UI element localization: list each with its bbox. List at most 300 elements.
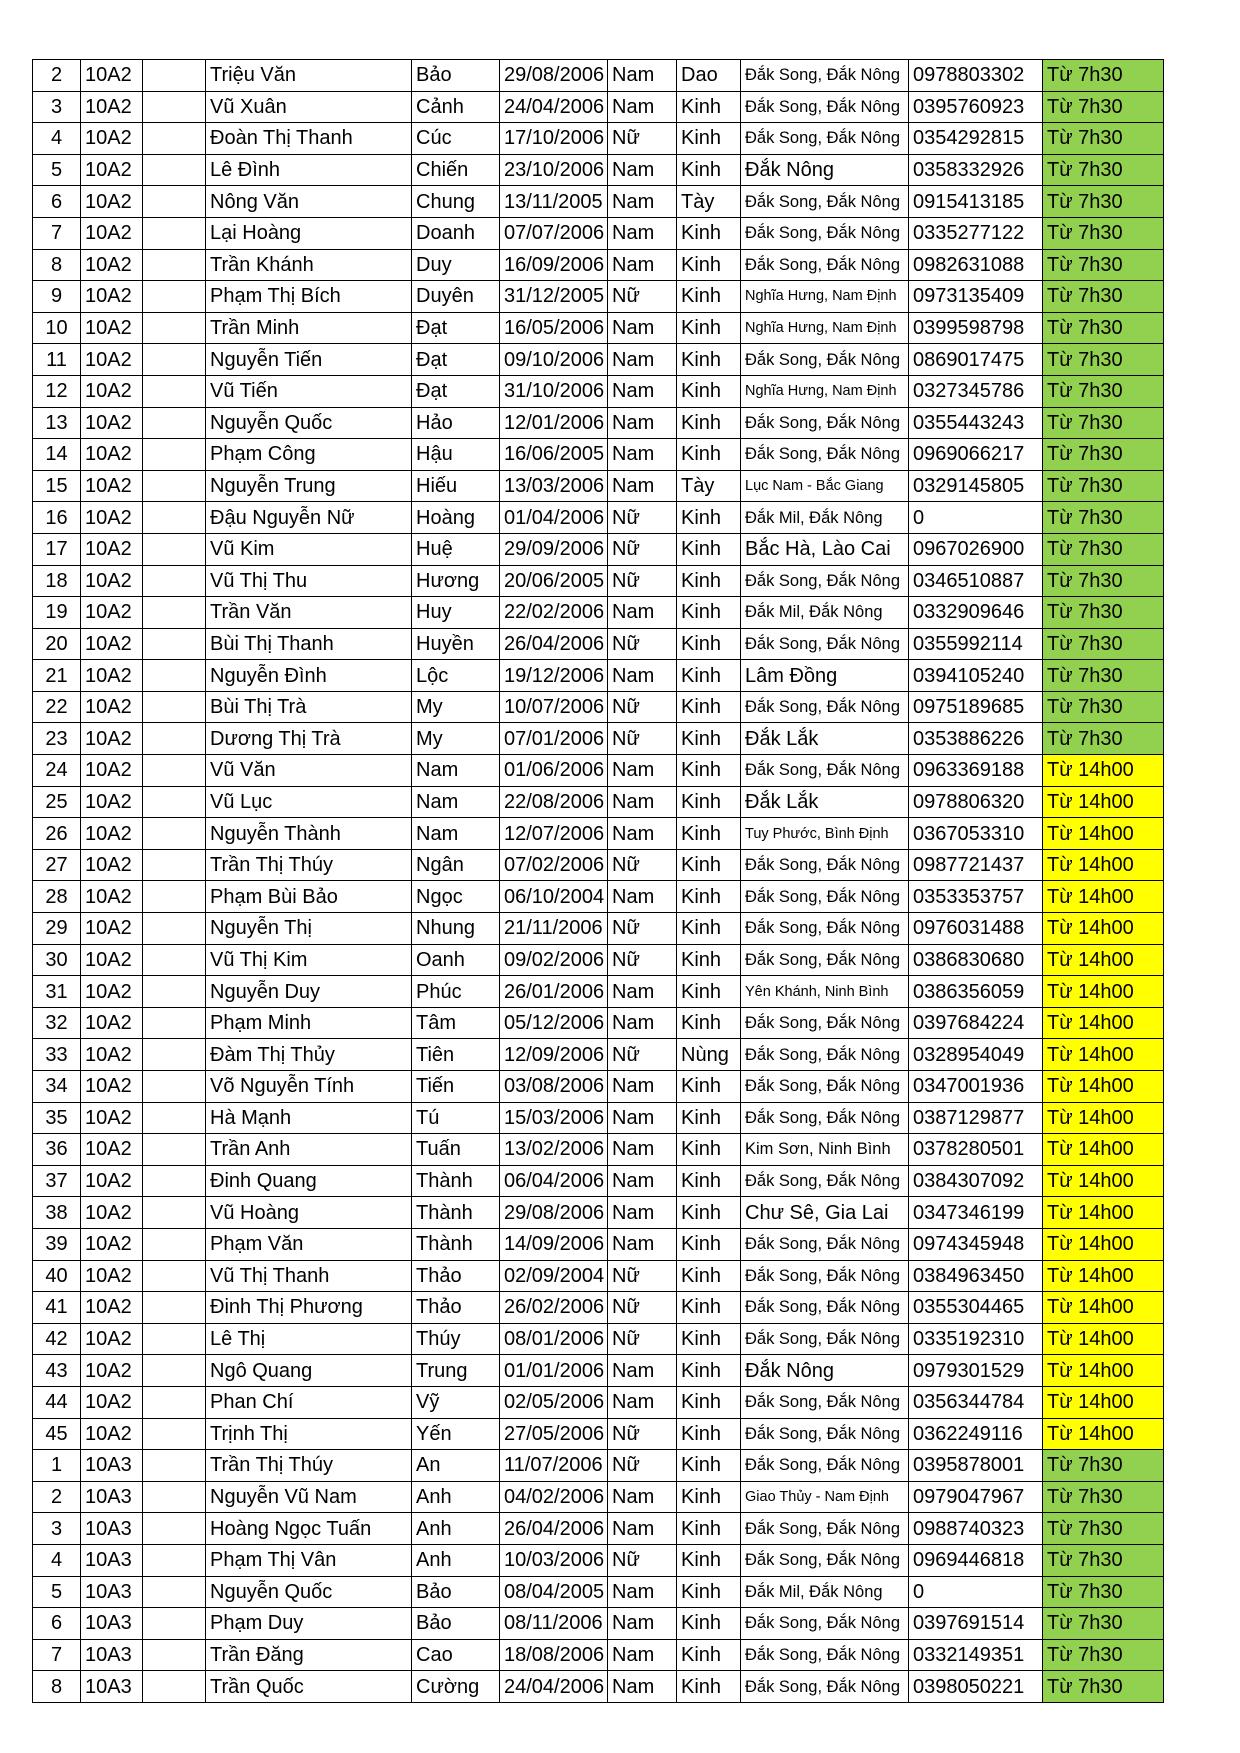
row-number: 45 xyxy=(33,1418,81,1450)
given-name-cell: Ngọc xyxy=(412,881,500,913)
empty-cell xyxy=(143,217,206,249)
row-number: 8 xyxy=(33,249,81,281)
empty-cell xyxy=(143,1007,206,1039)
table-row xyxy=(33,1071,1164,1103)
table-row xyxy=(33,91,1164,123)
hometown-cell: Đắk Song, Đắk Nông xyxy=(741,1260,909,1292)
family-name-cell: Nguyễn Đình xyxy=(206,660,412,692)
class-cell: 10A2 xyxy=(81,1134,143,1166)
table-row xyxy=(33,1418,1164,1450)
row-number: 23 xyxy=(33,723,81,755)
family-name-cell: Nguyễn Duy xyxy=(206,976,412,1008)
birth-date-cell: 21/11/2006 xyxy=(500,913,608,945)
time-slot-cell: Từ 7h30 xyxy=(1043,186,1164,218)
hometown-cell: Đắk Lắk xyxy=(741,723,909,755)
phone-cell: 0978803302 xyxy=(909,60,1043,92)
table-row xyxy=(33,1544,1164,1576)
phone-cell: 0335277122 xyxy=(909,217,1043,249)
family-name-cell: Lê Thị xyxy=(206,1323,412,1355)
empty-cell xyxy=(143,628,206,660)
table-row xyxy=(33,660,1164,692)
class-cell: 10A2 xyxy=(81,565,143,597)
empty-cell xyxy=(143,1608,206,1640)
class-cell: 10A2 xyxy=(81,375,143,407)
gender-cell: Nữ xyxy=(608,1450,677,1482)
class-cell: 10A2 xyxy=(81,1355,143,1387)
family-name-cell: Nguyễn Thị xyxy=(206,913,412,945)
hometown-cell: Đắk Mil, Đắk Nông xyxy=(741,597,909,629)
family-name-cell: Trần Thị Thúy xyxy=(206,1450,412,1482)
time-slot-cell: Từ 14h00 xyxy=(1043,849,1164,881)
birth-date-cell: 05/12/2006 xyxy=(500,1007,608,1039)
ethnicity-cell: Kinh xyxy=(677,1386,741,1418)
hometown-cell: Đắk Song, Đắk Nông xyxy=(741,123,909,155)
phone-cell: 0386356059 xyxy=(909,976,1043,1008)
given-name-cell: Trung xyxy=(412,1355,500,1387)
time-slot-cell: Từ 14h00 xyxy=(1043,1355,1164,1387)
birth-date-cell: 07/01/2006 xyxy=(500,723,608,755)
phone-cell: 0394105240 xyxy=(909,660,1043,692)
gender-cell: Nam xyxy=(608,1071,677,1103)
gender-cell: Nam xyxy=(608,881,677,913)
row-number: 24 xyxy=(33,755,81,787)
family-name-cell: Võ Nguyễn Tính xyxy=(206,1071,412,1103)
hometown-cell: Đắk Song, Đắk Nông xyxy=(741,217,909,249)
family-name-cell: Nguyễn Vũ Nam xyxy=(206,1481,412,1513)
hometown-cell: Đắk Song, Đắk Nông xyxy=(741,881,909,913)
given-name-cell: Oanh xyxy=(412,944,500,976)
hometown-cell: Đắk Song, Đắk Nông xyxy=(741,1544,909,1576)
hometown-cell: Đắk Song, Đắk Nông xyxy=(741,1386,909,1418)
row-number: 37 xyxy=(33,1165,81,1197)
hometown-cell: Yên Khánh, Ninh Bình xyxy=(741,976,909,1008)
class-cell: 10A2 xyxy=(81,1260,143,1292)
row-number: 14 xyxy=(33,439,81,471)
ethnicity-cell: Kinh xyxy=(677,1355,741,1387)
birth-date-cell: 08/04/2005 xyxy=(500,1576,608,1608)
given-name-cell: Anh xyxy=(412,1481,500,1513)
table-row xyxy=(33,1513,1164,1545)
empty-cell xyxy=(143,1323,206,1355)
birth-date-cell: 13/03/2006 xyxy=(500,470,608,502)
row-number: 31 xyxy=(33,976,81,1008)
class-cell: 10A2 xyxy=(81,691,143,723)
hometown-cell: Đắk Song, Đắk Nông xyxy=(741,1418,909,1450)
table-row xyxy=(33,1134,1164,1166)
phone-cell: 0353886226 xyxy=(909,723,1043,755)
hometown-cell: Đắk Song, Đắk Nông xyxy=(741,1007,909,1039)
gender-cell: Nữ xyxy=(608,1260,677,1292)
gender-cell: Nam xyxy=(608,1671,677,1703)
table-row xyxy=(33,470,1164,502)
table-row xyxy=(33,565,1164,597)
empty-cell xyxy=(143,976,206,1008)
time-slot-cell: Từ 14h00 xyxy=(1043,1323,1164,1355)
empty-cell xyxy=(143,1102,206,1134)
family-name-cell: Vũ Thị Kim xyxy=(206,944,412,976)
birth-date-cell: 09/02/2006 xyxy=(500,944,608,976)
gender-cell: Nữ xyxy=(608,1292,677,1324)
empty-cell xyxy=(143,1134,206,1166)
family-name-cell: Dương Thị Trà xyxy=(206,723,412,755)
hometown-cell: Đắk Song, Đắk Nông xyxy=(741,565,909,597)
phone-cell: 0979047967 xyxy=(909,1481,1043,1513)
gender-cell: Nam xyxy=(608,1228,677,1260)
given-name-cell: Nam xyxy=(412,786,500,818)
birth-date-cell: 03/08/2006 xyxy=(500,1071,608,1103)
table-row xyxy=(33,1228,1164,1260)
ethnicity-cell: Tày xyxy=(677,186,741,218)
given-name-cell: Bảo xyxy=(412,1608,500,1640)
hometown-cell: Đắk Song, Đắk Nông xyxy=(741,1165,909,1197)
ethnicity-cell: Kinh xyxy=(677,1418,741,1450)
row-number: 7 xyxy=(33,217,81,249)
class-cell: 10A2 xyxy=(81,660,143,692)
time-slot-cell: Từ 14h00 xyxy=(1043,1134,1164,1166)
phone-cell: 0 xyxy=(909,1576,1043,1608)
class-cell: 10A2 xyxy=(81,881,143,913)
ethnicity-cell: Nùng xyxy=(677,1039,741,1071)
ethnicity-cell: Kinh xyxy=(677,439,741,471)
table-row xyxy=(33,533,1164,565)
table-row xyxy=(33,944,1164,976)
row-number: 43 xyxy=(33,1355,81,1387)
row-number: 20 xyxy=(33,628,81,660)
birth-date-cell: 26/04/2006 xyxy=(500,1513,608,1545)
ethnicity-cell: Kinh xyxy=(677,818,741,850)
empty-cell xyxy=(143,91,206,123)
birth-date-cell: 06/04/2006 xyxy=(500,1165,608,1197)
birth-date-cell: 17/10/2006 xyxy=(500,123,608,155)
ethnicity-cell: Kinh xyxy=(677,1007,741,1039)
ethnicity-cell: Dao xyxy=(677,60,741,92)
empty-cell xyxy=(143,1481,206,1513)
time-slot-cell: Từ 14h00 xyxy=(1043,1102,1164,1134)
time-slot-cell: Từ 14h00 xyxy=(1043,1071,1164,1103)
phone-cell: 0975189685 xyxy=(909,691,1043,723)
phone-cell: 0978806320 xyxy=(909,786,1043,818)
empty-cell xyxy=(143,1260,206,1292)
hometown-cell: Đắk Song, Đắk Nông xyxy=(741,1071,909,1103)
time-slot-cell: Từ 7h30 xyxy=(1043,502,1164,534)
class-cell: 10A3 xyxy=(81,1481,143,1513)
phone-cell: 0982631088 xyxy=(909,249,1043,281)
given-name-cell: Vỹ xyxy=(412,1386,500,1418)
birth-date-cell: 09/10/2006 xyxy=(500,344,608,376)
birth-date-cell: 11/07/2006 xyxy=(500,1450,608,1482)
time-slot-cell: Từ 7h30 xyxy=(1043,1544,1164,1576)
table-row xyxy=(33,1323,1164,1355)
row-number: 6 xyxy=(33,1608,81,1640)
time-slot-cell: Từ 7h30 xyxy=(1043,723,1164,755)
ethnicity-cell: Kinh xyxy=(677,755,741,787)
time-slot-cell: Từ 7h30 xyxy=(1043,439,1164,471)
hometown-cell: Lâm Đồng xyxy=(741,660,909,692)
given-name-cell: Huệ xyxy=(412,533,500,565)
gender-cell: Nam xyxy=(608,660,677,692)
empty-cell xyxy=(143,312,206,344)
birth-date-cell: 24/04/2006 xyxy=(500,91,608,123)
hometown-cell: Đắk Song, Đắk Nông xyxy=(741,913,909,945)
ethnicity-cell: Kinh xyxy=(677,1323,741,1355)
ethnicity-cell: Kinh xyxy=(677,1608,741,1640)
class-cell: 10A2 xyxy=(81,249,143,281)
row-number: 26 xyxy=(33,818,81,850)
ethnicity-cell: Kinh xyxy=(677,976,741,1008)
hometown-cell: Đắk Nông xyxy=(741,154,909,186)
row-number: 29 xyxy=(33,913,81,945)
gender-cell: Nam xyxy=(608,154,677,186)
phone-cell: 0969446818 xyxy=(909,1544,1043,1576)
birth-date-cell: 07/07/2006 xyxy=(500,217,608,249)
class-cell: 10A2 xyxy=(81,849,143,881)
gender-cell: Nam xyxy=(608,1481,677,1513)
phone-cell: 0387129877 xyxy=(909,1102,1043,1134)
family-name-cell: Triệu Văn xyxy=(206,60,412,92)
birth-date-cell: 02/09/2004 xyxy=(500,1260,608,1292)
hometown-cell: Kim Sơn, Ninh Bình xyxy=(741,1134,909,1166)
class-cell: 10A2 xyxy=(81,1165,143,1197)
birth-date-cell: 01/01/2006 xyxy=(500,1355,608,1387)
given-name-cell: Hiếu xyxy=(412,470,500,502)
time-slot-cell: Từ 7h30 xyxy=(1043,628,1164,660)
time-slot-cell: Từ 7h30 xyxy=(1043,1639,1164,1671)
given-name-cell: Đạt xyxy=(412,312,500,344)
class-cell: 10A2 xyxy=(81,1007,143,1039)
class-cell: 10A2 xyxy=(81,818,143,850)
table-row xyxy=(33,1102,1164,1134)
phone-cell: 0329145805 xyxy=(909,470,1043,502)
class-cell: 10A3 xyxy=(81,1576,143,1608)
time-slot-cell: Từ 14h00 xyxy=(1043,1260,1164,1292)
table-row xyxy=(33,628,1164,660)
class-cell: 10A3 xyxy=(81,1513,143,1545)
empty-cell xyxy=(143,660,206,692)
hometown-cell: Đắk Mil, Đắk Nông xyxy=(741,502,909,534)
gender-cell: Nữ xyxy=(608,944,677,976)
table-row xyxy=(33,1450,1164,1482)
given-name-cell: Doanh xyxy=(412,217,500,249)
phone-cell: 0974345948 xyxy=(909,1228,1043,1260)
birth-date-cell: 08/01/2006 xyxy=(500,1323,608,1355)
time-slot-cell: Từ 14h00 xyxy=(1043,1292,1164,1324)
birth-date-cell: 23/10/2006 xyxy=(500,154,608,186)
time-slot-cell: Từ 7h30 xyxy=(1043,1608,1164,1640)
empty-cell xyxy=(143,60,206,92)
given-name-cell: Ngân xyxy=(412,849,500,881)
time-slot-cell: Từ 14h00 xyxy=(1043,1197,1164,1229)
given-name-cell: Đạt xyxy=(412,375,500,407)
row-number: 4 xyxy=(33,123,81,155)
time-slot-cell: Từ 7h30 xyxy=(1043,154,1164,186)
empty-cell xyxy=(143,344,206,376)
row-number: 40 xyxy=(33,1260,81,1292)
table-row xyxy=(33,439,1164,471)
empty-cell xyxy=(143,755,206,787)
time-slot-cell: Từ 14h00 xyxy=(1043,944,1164,976)
given-name-cell: Nhung xyxy=(412,913,500,945)
time-slot-cell: Từ 7h30 xyxy=(1043,281,1164,313)
birth-date-cell: 27/05/2006 xyxy=(500,1418,608,1450)
family-name-cell: Vũ Tiến xyxy=(206,375,412,407)
family-name-cell: Vũ Văn xyxy=(206,755,412,787)
family-name-cell: Đoàn Thị Thanh xyxy=(206,123,412,155)
class-cell: 10A2 xyxy=(81,1197,143,1229)
phone-cell: 0397691514 xyxy=(909,1608,1043,1640)
empty-cell xyxy=(143,1513,206,1545)
hometown-cell: Tuy Phước, Bình Định xyxy=(741,818,909,850)
empty-cell xyxy=(143,1039,206,1071)
ethnicity-cell: Kinh xyxy=(677,502,741,534)
birth-date-cell: 19/12/2006 xyxy=(500,660,608,692)
given-name-cell: Anh xyxy=(412,1544,500,1576)
class-cell: 10A2 xyxy=(81,976,143,1008)
class-cell: 10A2 xyxy=(81,1323,143,1355)
empty-cell xyxy=(143,818,206,850)
birth-date-cell: 06/10/2004 xyxy=(500,881,608,913)
birth-date-cell: 10/03/2006 xyxy=(500,1544,608,1576)
empty-cell xyxy=(143,723,206,755)
given-name-cell: Lộc xyxy=(412,660,500,692)
row-number: 27 xyxy=(33,849,81,881)
table-row xyxy=(33,1197,1164,1229)
ethnicity-cell: Kinh xyxy=(677,597,741,629)
time-slot-cell: Từ 7h30 xyxy=(1043,533,1164,565)
birth-date-cell: 02/05/2006 xyxy=(500,1386,608,1418)
time-slot-cell: Từ 7h30 xyxy=(1043,470,1164,502)
ethnicity-cell: Kinh xyxy=(677,1481,741,1513)
phone-cell: 0332909646 xyxy=(909,597,1043,629)
hometown-cell: Đắk Lắk xyxy=(741,786,909,818)
family-name-cell: Ngô Quang xyxy=(206,1355,412,1387)
row-number: 8 xyxy=(33,1671,81,1703)
class-cell: 10A2 xyxy=(81,755,143,787)
ethnicity-cell: Kinh xyxy=(677,1576,741,1608)
row-number: 15 xyxy=(33,470,81,502)
row-number: 4 xyxy=(33,1544,81,1576)
ethnicity-cell: Kinh xyxy=(677,913,741,945)
given-name-cell: Chung xyxy=(412,186,500,218)
row-number: 36 xyxy=(33,1134,81,1166)
table-body xyxy=(33,60,1164,1703)
phone-cell: 0355443243 xyxy=(909,407,1043,439)
class-cell: 10A2 xyxy=(81,470,143,502)
family-name-cell: Vũ Hoàng xyxy=(206,1197,412,1229)
phone-cell: 0988740323 xyxy=(909,1513,1043,1545)
time-slot-cell: Từ 14h00 xyxy=(1043,755,1164,787)
given-name-cell: Tuấn xyxy=(412,1134,500,1166)
row-number: 13 xyxy=(33,407,81,439)
given-name-cell: Cúc xyxy=(412,123,500,155)
gender-cell: Nữ xyxy=(608,1418,677,1450)
row-number: 17 xyxy=(33,533,81,565)
given-name-cell: Thảo xyxy=(412,1260,500,1292)
empty-cell xyxy=(143,123,206,155)
row-number: 21 xyxy=(33,660,81,692)
phone-cell: 0335192310 xyxy=(909,1323,1043,1355)
given-name-cell: Tiến xyxy=(412,1071,500,1103)
phone-cell: 0327345786 xyxy=(909,375,1043,407)
gender-cell: Nữ xyxy=(608,1544,677,1576)
gender-cell: Nữ xyxy=(608,565,677,597)
phone-cell: 0356344784 xyxy=(909,1386,1043,1418)
row-number: 33 xyxy=(33,1039,81,1071)
family-name-cell: Đậu Nguyễn Nữ xyxy=(206,502,412,534)
table-row xyxy=(33,1671,1164,1703)
time-slot-cell: Từ 7h30 xyxy=(1043,217,1164,249)
phone-cell: 0354292815 xyxy=(909,123,1043,155)
table-row xyxy=(33,1039,1164,1071)
birth-date-cell: 14/09/2006 xyxy=(500,1228,608,1260)
family-name-cell: Bùi Thị Thanh xyxy=(206,628,412,660)
gender-cell: Nam xyxy=(608,186,677,218)
given-name-cell: Nam xyxy=(412,818,500,850)
table-row xyxy=(33,1355,1164,1387)
phone-cell: 0378280501 xyxy=(909,1134,1043,1166)
family-name-cell: Vũ Lục xyxy=(206,786,412,818)
given-name-cell: Bảo xyxy=(412,60,500,92)
class-cell: 10A3 xyxy=(81,1450,143,1482)
table-row xyxy=(33,375,1164,407)
table-row xyxy=(33,281,1164,313)
time-slot-cell: Từ 14h00 xyxy=(1043,786,1164,818)
family-name-cell: Trần Văn xyxy=(206,597,412,629)
table-row xyxy=(33,407,1164,439)
ethnicity-cell: Kinh xyxy=(677,1639,741,1671)
phone-cell: 0 xyxy=(909,502,1043,534)
row-number: 2 xyxy=(33,1481,81,1513)
phone-cell: 0332149351 xyxy=(909,1639,1043,1671)
hometown-cell: Giao Thủy - Nam Định xyxy=(741,1481,909,1513)
table-row xyxy=(33,1007,1164,1039)
table-row xyxy=(33,786,1164,818)
row-number: 39 xyxy=(33,1228,81,1260)
time-slot-cell: Từ 7h30 xyxy=(1043,1513,1164,1545)
table-row xyxy=(33,344,1164,376)
ethnicity-cell: Kinh xyxy=(677,154,741,186)
empty-cell xyxy=(143,1355,206,1387)
ethnicity-cell: Kinh xyxy=(677,407,741,439)
hometown-cell: Đắk Song, Đắk Nông xyxy=(741,249,909,281)
given-name-cell: Cảnh xyxy=(412,91,500,123)
given-name-cell: My xyxy=(412,723,500,755)
ethnicity-cell: Kinh xyxy=(677,1197,741,1229)
given-name-cell: Thành xyxy=(412,1197,500,1229)
given-name-cell: Phúc xyxy=(412,976,500,1008)
class-cell: 10A2 xyxy=(81,312,143,344)
family-name-cell: Vũ Kim xyxy=(206,533,412,565)
hometown-cell: Đắk Song, Đắk Nông xyxy=(741,1639,909,1671)
family-name-cell: Trần Đăng xyxy=(206,1639,412,1671)
empty-cell xyxy=(143,1671,206,1703)
given-name-cell: Huy xyxy=(412,597,500,629)
table-row xyxy=(33,1292,1164,1324)
hometown-cell: Đắk Song, Đắk Nông xyxy=(741,186,909,218)
time-slot-cell: Từ 14h00 xyxy=(1043,881,1164,913)
gender-cell: Nữ xyxy=(608,123,677,155)
phone-cell: 0384307092 xyxy=(909,1165,1043,1197)
gender-cell: Nam xyxy=(608,407,677,439)
empty-cell xyxy=(143,1450,206,1482)
ethnicity-cell: Kinh xyxy=(677,1228,741,1260)
class-cell: 10A2 xyxy=(81,1039,143,1071)
family-name-cell: Nông Văn xyxy=(206,186,412,218)
row-number: 5 xyxy=(33,154,81,186)
birth-date-cell: 31/10/2006 xyxy=(500,375,608,407)
table-row xyxy=(33,849,1164,881)
ethnicity-cell: Tày xyxy=(677,470,741,502)
class-cell: 10A2 xyxy=(81,91,143,123)
